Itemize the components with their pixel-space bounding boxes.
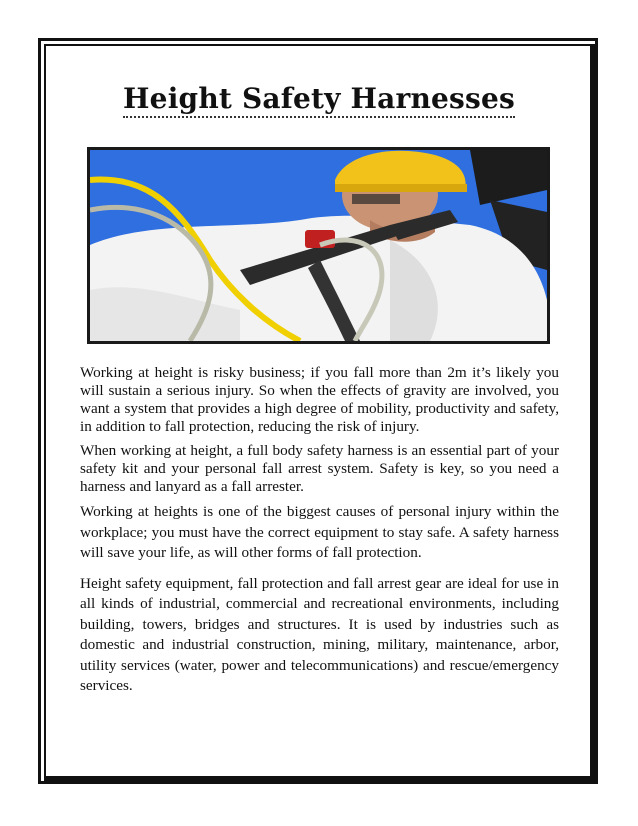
body-text [80,364,559,703]
page-border-shadow-right [590,44,595,782]
page-title-text: Height Safety Harnesses [123,82,515,118]
worker-harness-photo [87,147,550,344]
worker-in-safety-harness-photo-icon [90,150,547,341]
paragraph: Working at heights is one of the biggest causes of personal injury within the workplace; you must have the correct equipment to stay safe. A safety harness will save your life, as will other forms of fall protection. [80,503,559,561]
paragraph: When working at height, a full body safety harness is an essential part of your safety kit and your personal fall arrest system. Safety is key, so you need a harness and lanyard as a fall arrester. [80,442,559,495]
paragraph: Height safety equipment, fall protection and fall arrest gear are ideal for use in all kinds of industrial, commercial and recreational environments, including building, towers, bridges and structures. It is used by industries such as domestic and industrial construction, mining, military, maintenance, arbor, utility services (water, power and telecommunications) and rescue/emergency services. [80,574,559,694]
page-title [0,82,638,115]
paragraph: Working at height is risky business; if you fall more than 2m it’s likely you will sustain a serious injury. So when the effects of gravity are involved, you want a system that provides a high degree of mobility, productivity and safety, in addition to fall protection, reducing the risk of injury. [80,364,559,435]
page-border-shadow-bottom [44,777,595,782]
